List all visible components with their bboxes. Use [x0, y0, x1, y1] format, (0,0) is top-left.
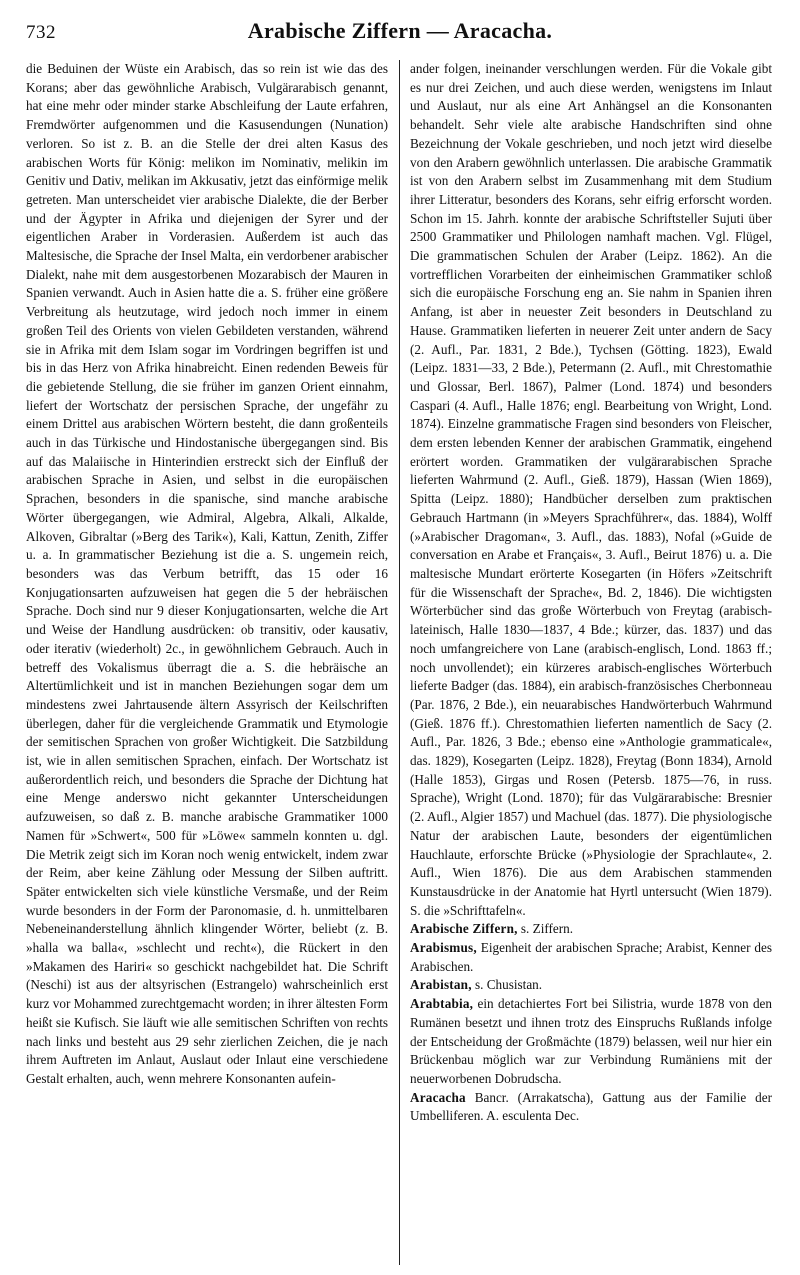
entry-headword: Aracacha	[410, 1089, 466, 1105]
page-header	[26, 18, 774, 52]
entry-headword: Arabtabia,	[410, 996, 474, 1012]
entry-arabtabia	[410, 995, 772, 1089]
left-column-text: die Beduinen der Wüste ein Arabisch, das so rein ist wie das des Korans; aber das gewöhnliche Arabisch, Vulgärarabisch genannt, hat eine mehr oder minder starke Abschleifung der Laute erfahren, Fremdwörter aufgenommen und die Kasusendungen (Nunation) verloren. So ist z. B. an die Stelle der drei alten Kasus des arabischen Worts für König: melikon im Nominativ, melikin im Genitiv und Dativ, melikan im Akkusativ, jetzt das einförmige melik getreten. Man unterscheidet vier arabische Dialekte, die der Berber und der Ägypter in Afrika und diejenigen der Syrer und der eigentlichen Araber in Vorderasien. Außerdem ist auch das Maltesische, die Sprache der Insel Malta, ein verdorbener arabischer Dialekt, nahe mit dem ausgestorbenen Mozarabisch der Mauren in Spanien verwandt. Auch in Asien hatte die a. S. früher eine größere Verbreitung als heutzutage, wird jedoch noch immer in einem großen Teil des Orients von vielen Gebildeten verstanden, während sie in Afrika mit dem Islam sogar im Vordringen begriffen ist und bis in das Herz von Afrika hinabreicht. Einen redenden Beweis für die gebietende Stellung, die sie früher im ganzen Orient einnahm, liefert der Wortschatz der persischen Sprache, der ungefähr zu einem Drittel aus arabischen Wörtern besteht, die dann großenteils auch in das Türkische und Hindostanische übergegangen sind. Bis auf das Malaiische in Hinterindien erstreckt sich der Einfluß der arabischen Sprache in Asien, und selbst in die europäischen Sprachen, besonders in die spanische, sind manche arabische Wörter übergegangen, wie Admiral, Algebra, Alkali, Alkalde, Alkoven, Gibraltar (»Berg des Tarik«), Kali, Kattun, Zenith, Ziffer u. a. In grammatischer Beziehung ist die a. S. ungemein reich, besonders was das Verbum betrifft, das 15 oder 16 Konjugationsarten aufzuweisen hat gegen die 5 der hebräischen Sprache. Doch sind nur 9 dieser Konjugationsarten, welche die Art und Weise der Handlung ausdrücken: ob transitiv, oder kausativ, oder iterativ (wiederholt) 2c., in gewöhnlichem Gebrauch. Auch in betreff des Vokalismus überragt die a. S. die hebräische an Altertümlichkeit und ist in manchen Beziehungen sogar dem um mindestens zwei Jahrtausende ältern Assyrisch der Keilschriften überlegen, daher für die vergleichende Grammatik und Etymologie der semitischen Sprachen von großer Wichtigkeit. Die Satzbildung ist, wie in allen semitischen Sprachen, einfach. Der Wortschatz ist außerordentlich reich, und besonders die Sprache der Dichtung hat eine Menge anderswo nicht gekannter Unterscheidungen aufzuweisen, so daß z. B. manche arabische Grammatiker 1000 Namen für »Schwert«, 500 für »Löwe« sammeln konnten u. dgl. Die Metrik zeigt sich im Koran noch wenig entwickelt, indem zwar der Reim, aber keine Zählung oder Messung der Silben auftritt. Später entwickelten sich viele künstliche Versmaße, und der Reim wurde besonders in der Form der Paronomasie, d. h. unmittelbaren Nebeneinanderstellung ähnlich klingender Wörter, beliebt (z. B. »halla wa balla«, »schlecht und recht«), die Rückert in den »Makamen des Hariri« so geschickt nachgebildet hat. Die Schrift (Neschi) ist aus der altsyrischen (Estrangelo) wahrscheinlich erst kurz vor Mohammed zurechtgemacht worden; in ihrer ältesten Form heißt sie Kufisch. Sie läuft wie alle semitischen Schriften von rechts nach links und besteht aus 29 sehr zierlichen Zeichen, die je nach ihrem Auftreten im Anlaut, Auslaut oder Inlaut eine verschiedene Gestalt erhalten, auch, wenn mehrere Konsonanten aufein-	[26, 61, 388, 1086]
left-column	[26, 60, 388, 1265]
entry-headword: Arabistan,	[410, 977, 472, 993]
two-column-body	[26, 60, 774, 1265]
entry-text: Bancr. (Arrakatscha), Gattung aus der Familie der Umbelliferen. A. esculenta Dec.	[410, 1089, 772, 1124]
entry-headword: Arabismus,	[410, 940, 477, 956]
entry-aracacha	[410, 1089, 772, 1126]
entry-text: ein detachiertes Fort bei Silistria, wurde 1878 von den Rumänen besetzt und ihnen trotz des Einspruchs Rußlands infolge der Entscheidung der Großmächte (1879) belassen, weil nur hier ein Brückenbau möglich war zur Verbindung Rumäniens mit der neuerworbenen Dobrudscha.	[410, 996, 772, 1086]
entry-arabistan	[410, 976, 772, 995]
entry-text: s. Chusistan.	[471, 977, 543, 993]
entry-text: s. Ziffern.	[517, 921, 574, 937]
running-head: Arabische Ziffern — Aracacha.	[247, 18, 553, 43]
right-column-text: ander folgen, ineinander verschlungen werden. Für die Vokale gibt es nur drei Zeichen, und auch diese werden, wenigstens im Inlaut und Auslaut, nur als eine Art Anhängsel an die Konsonanten behandelt. Sehr viele alte arabische Handschriften sind ohne Bezeichnung der Vokale geschrieben, und noch jetzt wird dieselbe von den Arabern gewöhnlich unterlassen. Die arabische Grammatik ist von den Arabern selbst im Zusammenhang mit dem Studium ihrer Litteratur, besonders des Korans, sehr eifrig erforscht worden. Schon im 15. Jahrh. konnte der arabische Schriftsteller Sujuti über 2500 Grammatiker und Philologen namhaft machen. Vgl. Flügel, Die grammatischen Schulen der Araber (Leipz. 1862). An die vortrefflichen Vorarbeiten der einheimischen Grammatiker schloß sich die europäische Forschung eng an. Sie nahm in Spanien ihren Anfang, ist aber in neuester Zeit besonders in Deutschland zu Hause. Grammatiken lieferten in neuerer Zeit unter andern de Sacy (2. Aufl., Par. 1831, 2 Bde.), Tychsen (Götting. 1823), Ewald (Leipz. 1831—33, 2 Bde.), Petermann (2. Aufl., mit Chrestomathie und Glossar, Berl. 1867), Palmer (Lond. 1874) und besonders Caspari (4. Aufl., Halle 1876; engl. Bearbeitung von Wright, Lond. 1874). Einzelne grammatische Fragen sind besonders von Fleischer, dem ersten lebenden Kenner der arabischen Grammatik, eingehend erörtert worden. Grammatiken der vulgärarabischen Sprache lieferten Wahrmund (2. Aufl., Gieß. 1879), Hassan (Wien 1869), Spitta (Leipz. 1880); Handbücher derselben zum praktischen Gebrauch Hartmann (in »Meyers Sprachführer«, das. 1884), Wolff (»Arabischer Dragoman«, 3. Aufl., das. 1883), Nofal (»Guide de conversation en Arabe et Français«, 3. Aufl., Beirut 1876) u. a. Die maltesische Mundart erörterte Kosegarten (in Höfers »Zeitschrift für die Wissenschaft der Sprache«, Bd. 2, 1846). Die wichtigsten Wörterbücher sind das große Wörterbuch von Freytag (arabisch-lateinisch, Halle 1830—1837, 4 Bde.; kürzer, das. 1837) und das noch umfangreichere von Lane (arabisch-englisch, Lond. 1863 ff.; noch unvollendet); ein kürzeres arabisch-englisches Wörterbuch lieferte Badger (das. 1884), ein arabisch-französisches Cherbonneau (Par. 1876, 2 Bde.), ein neuarabisches Handwörterbuch Wahrmund (Gieß. 1876 ff.). Chrestomathien lieferten namentlich de Sacy (2. Aufl., Par. 1826, 3 Bde.; ebenso eine »Anthologie grammaticale«, das. 1829), Kosegarten (Leipz. 1828), Freytag (Bonn 1834), Arnold (Halle 1853), Girgas und Rosen (Petersb. 1875—76, in russ. Sprache), Wright (Lond. 1870); für das Vulgärarabische: Bresnier (2. Aufl., Algier 1857) und Machuel (das. 1877). Die physiologische Natur der arabischen Laute, besonders der eigentümlichen Hauchlaute, erforschte Brücke (»Physiologie der Sprachlaute«, 2. Aufl., Wien 1876). Die aus dem Arabischen stammenden Kunstausdrücke in der Anatomie hat Hyrtl untersucht (Wien 1879). S. die »Schrifttafeln«.	[410, 61, 772, 918]
right-column	[410, 60, 772, 1265]
page-number: 732	[26, 22, 56, 43]
entry-headword: Arabische Ziffern,	[410, 921, 518, 937]
entry-arabismus	[410, 939, 772, 976]
entry-arabische-ziffern	[410, 920, 772, 939]
entry-text: Eigenheit der arabischen Sprache; Arabist, Kenner des Arabischen.	[410, 940, 772, 974]
column-divider	[399, 60, 400, 1265]
